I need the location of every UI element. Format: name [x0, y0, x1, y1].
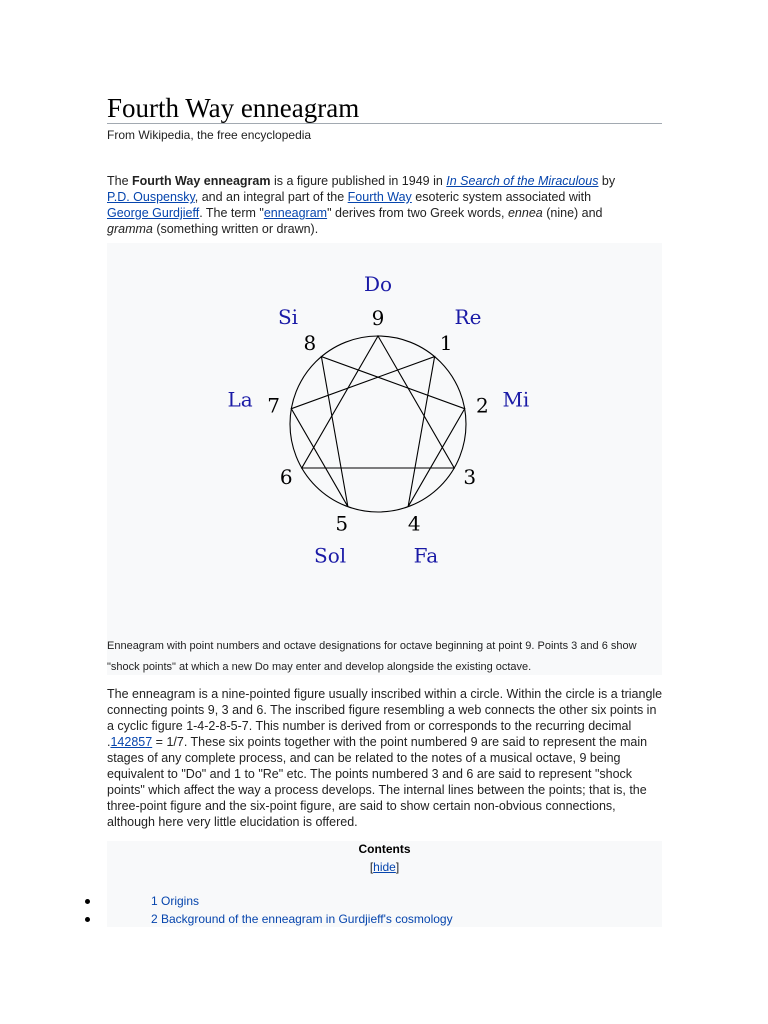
lead-text: (nine) and [542, 206, 603, 220]
enneagram-triangle [302, 336, 454, 468]
lead-text: by [598, 174, 616, 188]
figure-caption: Enneagram with point numbers and octave designations for octave beginning at point 9. Points 3 and 6 show "shock points" at which a new Do may enter and develop alongside the existing octave. [107, 640, 637, 673]
toc-toggle [107, 860, 662, 874]
link-fourth-way[interactable]: Fourth Way [347, 190, 412, 204]
lead-bold-term: Fourth Way enneagram [132, 174, 271, 188]
lead-italic-term: gramma [107, 222, 153, 236]
point-number-2: 2 [476, 393, 489, 418]
note-label-la: La [227, 387, 253, 412]
toc-hide-link[interactable]: hide [373, 860, 396, 874]
toc-link-origins[interactable]: 1 Origins [151, 894, 200, 908]
point-number-4: 4 [407, 511, 421, 536]
toc-bracket: [ [369, 860, 374, 874]
lead-paragraph [107, 173, 627, 237]
point-number-8: 8 [303, 330, 317, 355]
body-text: = 1/7. These six points together with the point numbered 9 are said to represent the main stages of any complete process, and can be related to the notes of a musical octave, 9 being equivalent to "Do" and 1 to "Re" etc. The points numbered 3 and 6 are said to represent "shock points" which affect the way a process develops. The internal lines between the points; that is, the three-point figure and the six-point figure, are said to show certain non-obvious connections, although here very little elucidation is offered. [107, 735, 648, 829]
lead-text: is a figure published in 1949 in [270, 174, 447, 188]
note-label-si: Si [277, 304, 299, 329]
note-label-do: Do [363, 272, 393, 296]
point-number-5: 5 [335, 511, 349, 536]
point-number-1: 1 [439, 330, 453, 355]
title-divider [107, 123, 662, 124]
note-label-re: Re [454, 304, 482, 329]
toc-link-background[interactable]: 2 Background of the enneagram in Gurdjieff's cosmology [151, 912, 453, 926]
lead-text: , and an integral part of the [194, 190, 348, 204]
lead-italic-term: ennea [507, 206, 543, 220]
bullet-icon [85, 917, 90, 922]
point-number-3: 3 [463, 465, 477, 489]
enneagram-hexad [291, 357, 464, 507]
body-paragraph [107, 686, 665, 830]
link-in-search-of-the-miraculous[interactable]: In Search of the Miraculous [446, 174, 599, 188]
body-text: The enneagram is a nine-pointed figure usually inscribed within a circle. Within the circle is a triangle connecting points 9, 3 and 6. The inscribed figure resembling a web connects the other six points in a cyclic figure 1-4-2-8-5-7. This number is derived from or corresponds to the recurring decimal . [107, 687, 663, 749]
bullet-icon [85, 899, 90, 904]
note-label-sol: Sol [314, 543, 347, 568]
site-tagline: From Wikipedia, the free encyclopedia [107, 128, 312, 142]
lead-text: (something written or drawn). [152, 222, 319, 236]
toc-bracket: ] [395, 860, 400, 874]
toc-title: Contents [358, 842, 411, 856]
enneagram-circle [290, 336, 466, 512]
lead-text: The [107, 174, 133, 188]
note-label-mi: Mi [502, 387, 530, 412]
enneagram-figure [107, 243, 662, 675]
point-number-6: 6 [279, 465, 293, 489]
link-pd-ouspensky[interactable]: P.D. Ouspensky [107, 190, 195, 204]
table-of-contents [107, 841, 662, 927]
lead-text: esoteric system associated with [411, 190, 592, 204]
link-142857[interactable]: 142857 [110, 735, 153, 749]
page-title: Fourth Way enneagram [107, 93, 360, 123]
lead-text: " derives from two Greek words, [327, 206, 508, 220]
enneagram-diagram[interactable] [107, 243, 662, 633]
link-enneagram[interactable]: enneagram [263, 206, 328, 220]
link-george-gurdjieff[interactable]: George Gurdjieff [107, 206, 200, 220]
lead-text: . The term " [199, 206, 264, 220]
note-label-fa: Fa [413, 543, 439, 568]
point-number-9: 9 [371, 306, 385, 330]
point-number-7: 7 [267, 393, 280, 418]
